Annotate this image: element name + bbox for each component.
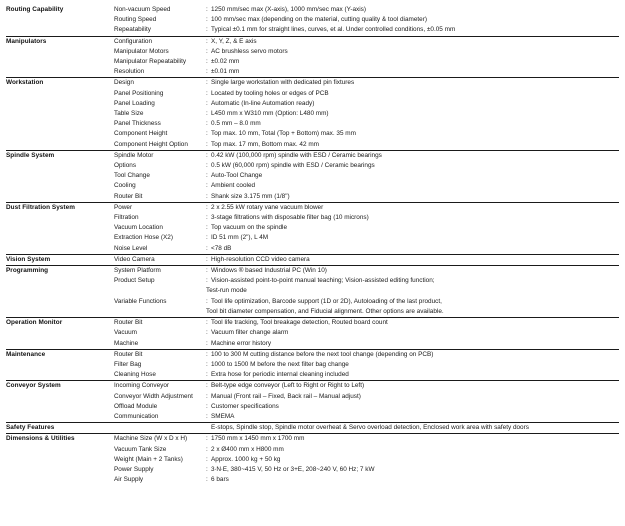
- spec-value-text: Tool life tracking, Tool breakage detection, Routed board count: [211, 319, 388, 327]
- spec-value-text: X, Y, Z, & E axis: [211, 37, 257, 45]
- spec-value-text: High-resolution CCD video camera: [211, 255, 310, 263]
- spec-value: [206, 455, 619, 465]
- spec-value: [206, 150, 619, 161]
- value-colon: :: [206, 319, 208, 327]
- spec-label: Manipulator Motors: [114, 47, 169, 55]
- value-colon: :: [206, 382, 208, 390]
- section-category-spacer: [6, 67, 114, 78]
- spec-label: Resolution: [114, 68, 145, 76]
- spec-value: [206, 297, 619, 318]
- section-category-spacer: [6, 119, 114, 129]
- spec-label: Panel Positioning: [114, 89, 164, 97]
- spec-value-text: 3-stage filtrations with disposable filter bag (10 microns): [211, 214, 369, 222]
- spec-value-text: Vacuum filter change alarm: [211, 329, 289, 337]
- spec-value: [206, 402, 619, 412]
- value-colon: :: [206, 224, 208, 232]
- value-colon: :: [206, 267, 208, 275]
- section-category-label: Manipulators: [6, 36, 114, 47]
- table-row: [6, 181, 619, 191]
- spec-value: [206, 202, 619, 213]
- spec-label: [114, 423, 206, 434]
- spec-value: [206, 109, 619, 119]
- spec-value-text: L450 mm x W310 mm (Option: L480 mm): [211, 110, 329, 118]
- spec-label: Router Bit: [114, 318, 206, 329]
- spec-value-text: ±0.02 mm: [211, 58, 240, 66]
- section-category-label: Dimensions & Utilities: [6, 434, 114, 445]
- table-row: [6, 360, 619, 370]
- value-colon: :: [206, 203, 208, 211]
- spec-value-text: 1000 to 1500 M before the next filter bag change: [211, 360, 349, 368]
- table-row: [6, 434, 619, 445]
- spec-value-text: Belt-type edge conveyor (Left to Right or Right to Left): [211, 382, 365, 390]
- value-colon: :: [206, 455, 208, 463]
- value-colon: :: [206, 140, 208, 148]
- spec-value-text: Top max. 10 mm, Total (Top + Bottom) max. 35 mm: [211, 130, 356, 138]
- spec-label: Offload Module: [114, 402, 158, 410]
- spec-value: [206, 412, 619, 423]
- spec-value: [206, 360, 619, 370]
- spec-value: [206, 4, 619, 15]
- spec-value-text: 0.42 kW (100,000 rpm) spindle with ESD / Ceramic bearings: [211, 151, 382, 159]
- table-row: [6, 15, 619, 25]
- section-category-spacer: [6, 213, 114, 223]
- spec-value: [206, 47, 619, 57]
- table-body: [6, 4, 619, 485]
- spec-label: Machine: [114, 339, 139, 347]
- spec-label: Vacuum: [114, 329, 137, 337]
- spec-value-text: Shank size 3.175 mm (1/8"): [211, 192, 290, 200]
- section-category-label: Conveyor System: [6, 381, 114, 392]
- table-row: [6, 297, 619, 318]
- section-category-spacer: [6, 233, 114, 243]
- value-colon: :: [206, 392, 208, 400]
- spec-label: Non-vacuum Speed: [114, 6, 171, 13]
- value-colon: :: [206, 37, 208, 45]
- spec-value-text: 0.5 kW (60,000 rpm) spindle with ESD / Ceramic bearings: [211, 162, 375, 170]
- value-colon: :: [206, 110, 208, 118]
- table-row: [6, 47, 619, 57]
- value-colon: :: [206, 26, 208, 34]
- spec-value: [206, 181, 619, 191]
- section-category-spacer: [6, 89, 114, 99]
- spec-label: Extraction Hose (X2): [114, 234, 173, 242]
- spec-label: Cleaning Hose: [114, 371, 156, 379]
- spec-label: Communication: [114, 412, 159, 420]
- section-category-label: Routing Capability: [6, 6, 64, 13]
- spec-label: Air Supply: [114, 476, 144, 484]
- table-row: [6, 57, 619, 67]
- spec-value: [206, 171, 619, 181]
- spec-value-text: Extra hose for periodic internal cleaning included: [211, 371, 349, 379]
- section-category-spacer: [6, 223, 114, 233]
- spec-value-text: ID 51 mm (2"), L 4M: [211, 234, 269, 242]
- value-colon: :: [206, 172, 208, 180]
- value-colon: :: [206, 68, 208, 76]
- spec-label: Filter Bag: [114, 360, 142, 368]
- table-row: [6, 233, 619, 243]
- section-category-spacer: [6, 140, 114, 151]
- spec-value: [206, 223, 619, 233]
- spec-value-text: 100 to 300 M cutting distance before the next tool change (depending on PCB): [211, 350, 434, 358]
- spec-value-text: Customer specifications: [211, 402, 279, 410]
- spec-value-text: Windows ® based Industrial PC (Win 10): [211, 267, 327, 275]
- value-colon: :: [206, 234, 208, 242]
- spec-value: [206, 465, 619, 475]
- section-category-label: Dust Filtration System: [6, 202, 114, 213]
- spec-value-text: Vision-assisted point-to-point manual teaching; Vision-assisted editing function; Test-run mode: [206, 277, 435, 295]
- value-colon: :: [206, 350, 208, 358]
- section-category-spacer: [6, 15, 114, 25]
- table-row: [6, 455, 619, 465]
- spec-value: [206, 99, 619, 109]
- table-row: [6, 266, 619, 277]
- spec-value: [206, 57, 619, 67]
- table-row: [6, 140, 619, 151]
- spec-label: Manipulator Repeatability: [114, 58, 187, 66]
- spec-value-text: Tool life optimization, Barcode support (1D or 2D), Autoloading of the last product, Tool bit diameter compensation, and Fiducial alignment. Other options are available.: [206, 297, 444, 315]
- spec-value-text: 6 bars: [211, 476, 229, 484]
- spec-value-text: 100 mm/sec max (depending on the material, cutting quality & tool diameter): [211, 16, 427, 24]
- section-category-label: Spindle System: [6, 150, 114, 161]
- spec-label: Vacuum Location: [114, 224, 163, 232]
- spec-label: Panel Thickness: [114, 120, 161, 128]
- spec-value: [206, 445, 619, 455]
- spec-label: Incoming Conveyor: [114, 381, 206, 392]
- section-category-spacer: [6, 297, 114, 318]
- value-colon: :: [206, 99, 208, 107]
- table-row: [6, 445, 619, 455]
- spec-label: Design: [114, 78, 206, 89]
- value-colon: :: [206, 16, 208, 24]
- section-category-spacer: [6, 412, 114, 423]
- section-category-label: Programming: [6, 266, 114, 277]
- section-category-spacer: [6, 192, 114, 203]
- spec-label: System Platform: [114, 266, 206, 277]
- value-colon: :: [206, 329, 208, 337]
- value-colon: :: [206, 445, 208, 453]
- spec-label: Variable Functions: [114, 297, 167, 305]
- table-row: [6, 475, 619, 485]
- spec-value-text: SMEMA: [211, 412, 235, 420]
- section-category-spacer: [6, 25, 114, 36]
- table-row: [6, 161, 619, 171]
- value-colon: :: [206, 402, 208, 410]
- spec-value: [206, 15, 619, 25]
- section-category-label: Safety Features: [6, 423, 114, 434]
- table-row: [6, 213, 619, 223]
- spec-value: [206, 266, 619, 277]
- value-colon: :: [206, 371, 208, 379]
- spec-value: [206, 25, 619, 36]
- spec-value: [206, 349, 619, 360]
- table-row: [6, 129, 619, 139]
- table-row: [6, 4, 619, 15]
- spec-label: Component Height: [114, 130, 168, 138]
- value-colon: :: [206, 412, 208, 420]
- table-row: [6, 318, 619, 329]
- spec-label: Product Setup: [114, 277, 155, 285]
- table-row: [6, 78, 619, 89]
- spec-value: [206, 244, 619, 255]
- section-category-spacer: [6, 244, 114, 255]
- spec-value-text: Approx. 1000 kg + 50 kg: [211, 455, 281, 463]
- section-category-spacer: [6, 161, 114, 171]
- spec-value: [206, 370, 619, 381]
- spec-label: Component Height Option: [114, 140, 188, 148]
- spec-label: Noise Level: [114, 244, 148, 252]
- spec-value-text: 0.5 mm – 8.0 mm: [211, 120, 261, 128]
- value-colon: :: [206, 214, 208, 222]
- spec-label: Conveyor Width Adjustment: [114, 392, 193, 400]
- spec-label: Power Supply: [114, 465, 154, 473]
- specifications-table: [6, 4, 619, 485]
- table-row: [6, 202, 619, 213]
- section-category-spacer: [6, 465, 114, 475]
- section-category-spacer: [6, 370, 114, 381]
- section-category-label: Vision System: [6, 254, 114, 265]
- spec-value: [206, 213, 619, 223]
- spec-label: Vacuum Tank Size: [114, 445, 167, 453]
- table-row: [6, 171, 619, 181]
- spec-value: [206, 89, 619, 99]
- section-category-spacer: [6, 392, 114, 402]
- spec-value: [206, 276, 619, 296]
- value-colon: :: [206, 151, 208, 159]
- value-colon: :: [206, 339, 208, 347]
- spec-value-text: 2 x 2.55 kW rotary vane vacuum blower: [211, 203, 324, 211]
- spec-value-text: 2 x Ø400 mm x H800 mm: [211, 445, 284, 453]
- spec-value-text: E-stops, Spindle stop, Spindle motor overheat & Servo overload detection, Enclosed work area with safety doors: [211, 424, 529, 432]
- table-row: [6, 109, 619, 119]
- value-colon: :: [206, 476, 208, 484]
- value-colon: :: [206, 182, 208, 190]
- value-colon: :: [206, 162, 208, 170]
- spec-value: [206, 67, 619, 78]
- table-row: [6, 254, 619, 265]
- table-row: [6, 119, 619, 129]
- table-row: [6, 150, 619, 161]
- spec-value: [206, 192, 619, 203]
- section-category-spacer: [6, 109, 114, 119]
- spec-label: Machine Size (W x D x H): [114, 434, 206, 445]
- table-row: [6, 370, 619, 381]
- section-category-spacer: [6, 402, 114, 412]
- spec-value-text: 1750 mm x 1450 mm x 1700 mm: [211, 435, 305, 443]
- table-row: [6, 392, 619, 402]
- value-colon: :: [206, 47, 208, 55]
- value-colon: :: [206, 192, 208, 200]
- spec-value-text: Top max. 17 mm, Bottom max. 42 mm: [211, 140, 319, 148]
- spec-value-text: Typical ±0.1 mm for straight lines, curves, et al. Under controlled conditions, ±0.05 mm: [211, 26, 456, 34]
- table-row: [6, 36, 619, 47]
- spec-value-text: <78 dB: [211, 244, 232, 252]
- spec-label: Tool Change: [114, 172, 150, 180]
- table-row: [6, 465, 619, 475]
- section-category-spacer: [6, 129, 114, 139]
- section-category-spacer: [6, 99, 114, 109]
- value-colon: :: [206, 255, 208, 263]
- spec-value-text: Machine error history: [211, 339, 272, 347]
- spec-value: [206, 392, 619, 402]
- spec-value: [206, 233, 619, 243]
- section-category-spacer: [6, 328, 114, 338]
- section-category-spacer: [6, 445, 114, 455]
- table-row: [6, 381, 619, 392]
- spec-label: Cooling: [114, 182, 136, 190]
- table-row: [6, 89, 619, 99]
- spec-label: Video Camera: [114, 254, 206, 265]
- value-colon: :: [206, 79, 208, 87]
- spec-value: [206, 129, 619, 139]
- spec-label: Filtration: [114, 214, 139, 222]
- spec-value: [206, 119, 619, 129]
- value-colon: :: [206, 277, 208, 285]
- table-row: [6, 99, 619, 109]
- table-row: [6, 423, 619, 434]
- spec-value-text: ±0.01 mm: [211, 68, 240, 76]
- table-row: [6, 25, 619, 36]
- section-category-spacer: [6, 360, 114, 370]
- spec-value-text: 1250 mm/sec max (X-axis), 1000 mm/sec max (Y-axis): [211, 6, 366, 13]
- spec-label: Weight (Main + 2 Tanks): [114, 455, 183, 463]
- section-category-label: Workstation: [6, 78, 114, 89]
- section-category-spacer: [6, 455, 114, 465]
- section-category-spacer: [6, 276, 114, 296]
- table-row: [6, 276, 619, 296]
- table-row: [6, 244, 619, 255]
- spec-label: Router Bit: [114, 192, 143, 200]
- value-colon: :: [206, 360, 208, 368]
- spec-label: Router Bit: [114, 349, 206, 360]
- spec-label: Routing Speed: [114, 16, 157, 24]
- section-category-label: Maintenance: [6, 349, 114, 360]
- section-category-spacer: [6, 475, 114, 485]
- spec-label: Power: [114, 202, 206, 213]
- section-category-spacer: [6, 181, 114, 191]
- value-colon: :: [206, 58, 208, 66]
- spec-value-text: Manual (Front rail – Fixed, Back rail – Manual adjust): [211, 392, 361, 400]
- spec-value-text: Located by tooling holes or edges of PCB: [211, 89, 329, 97]
- value-colon: :: [206, 244, 208, 252]
- spec-value-text: AC brushless servo motors: [211, 47, 288, 55]
- value-colon: :: [206, 130, 208, 138]
- spec-value: [206, 339, 619, 350]
- spec-value-text: Automatic (In-line Automation ready): [211, 99, 315, 107]
- section-category-spacer: [6, 47, 114, 57]
- value-colon: :: [206, 89, 208, 97]
- spec-value: [206, 434, 619, 445]
- value-colon: :: [206, 465, 208, 473]
- table-row: [6, 339, 619, 350]
- spec-label: Configuration: [114, 36, 206, 47]
- table-row: [6, 192, 619, 203]
- table-row: [6, 67, 619, 78]
- spec-value-text: Auto-Tool Change: [211, 172, 263, 180]
- spec-value: [206, 161, 619, 171]
- value-colon: :: [206, 6, 208, 13]
- spec-value: [206, 78, 619, 89]
- section-category-spacer: [6, 57, 114, 67]
- spec-value: [206, 328, 619, 338]
- value-colon: :: [206, 297, 208, 305]
- spec-value-text: 3∙N∙E, 380~415 V, 50 Hz or 3+E, 208~240 V, 60 Hz; 7 kW: [211, 465, 375, 473]
- spec-value: [206, 254, 619, 265]
- spec-label: Spindle Motor: [114, 150, 206, 161]
- spec-label: Repeatability: [114, 26, 151, 34]
- spec-value-text: Ambient cooled: [211, 182, 256, 190]
- spec-value: [206, 381, 619, 392]
- spec-label: Panel Loading: [114, 99, 155, 107]
- section-category-spacer: [6, 171, 114, 181]
- table-row: [6, 223, 619, 233]
- value-colon: :: [206, 435, 208, 443]
- spec-value: [206, 423, 619, 434]
- section-category-spacer: [6, 339, 114, 350]
- table-row: [6, 328, 619, 338]
- section-category-label: Operation Monitor: [6, 318, 114, 329]
- spec-value: [206, 140, 619, 151]
- spec-label: Table Size: [114, 110, 144, 118]
- spec-value-text: Top vacuum on the spindle: [211, 224, 288, 232]
- table-row: [6, 412, 619, 423]
- spec-label: Options: [114, 162, 137, 170]
- spec-value: [206, 475, 619, 485]
- table-row: [6, 349, 619, 360]
- value-colon: :: [206, 120, 208, 128]
- table-row: [6, 402, 619, 412]
- spec-value-text: Single large workstation with dedicated pin fixtures: [211, 79, 355, 87]
- spec-value: [206, 318, 619, 329]
- spec-value: [206, 36, 619, 47]
